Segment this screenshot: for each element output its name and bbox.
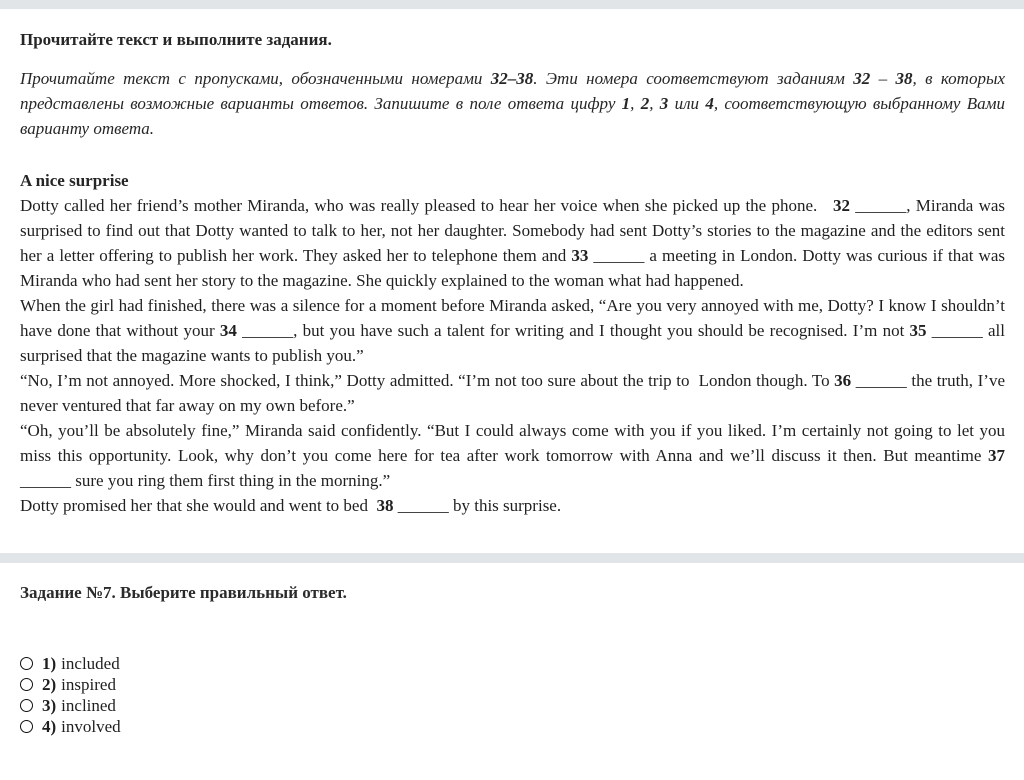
story-paragraph-2: When the girl had finished, there was a silence for a moment before Miranda asked, “Are you very annoyed with me, Dotty? I know I shouldn’t have done that without your 34 ______, but you have such a talent for writing and I thought you should be recognised. I’m not 35 ______ all surprised that the magazine wants to publish you.”: [20, 296, 1005, 365]
radio-button-2[interactable]: [20, 678, 33, 691]
story-paragraph-4: “Oh, you’ll be absolutely fine,” Miranda said confidently. “But I could always come with you if you liked. I’m certainly not going to let you miss this opportunity. Look, why don’t you come here for tea after work tomorrow with Anna and we’ll discuss it then. But meantime 37 ______ sure you ring them first thing in the morning.”: [20, 421, 1005, 490]
answer-option-3[interactable]: [20, 695, 1005, 716]
option-label: included: [61, 653, 120, 673]
option-label: inspired: [61, 674, 116, 694]
instructions-note: Прочитайте текст с пропусками, обозначенными номерами 32–38. Эти номера соответствуют заданиям 32 – 38, в которых представлены возможные варианты ответов. Запишите в поле ответа цифру 1, 2, 3 или 4, соответствующую выбранному Вами варианту ответа.: [20, 69, 1006, 138]
reading-section: [0, 9, 1024, 518]
task-section: [20, 583, 1005, 737]
option-number: 2): [42, 674, 57, 694]
answer-option-4[interactable]: [20, 716, 1005, 737]
option-number: 3): [42, 695, 57, 715]
story-block: [20, 168, 1005, 518]
top-border-bar: [0, 0, 1024, 9]
story-title: A nice surprise: [20, 171, 129, 190]
answer-option-1[interactable]: [20, 653, 1005, 674]
option-label: inclined: [61, 695, 116, 715]
answer-options: [20, 653, 1005, 737]
instructions-title: Прочитайте текст и выполните задания.: [20, 30, 332, 49]
answer-option-2[interactable]: [20, 674, 1005, 695]
task-title: Задание №7. Выберите правильный ответ.: [20, 583, 347, 602]
radio-button-3[interactable]: [20, 699, 33, 712]
story-paragraph-3: “No, I’m not annoyed. More shocked, I think,” Dotty admitted. “I’m not too sure about the trip to London though. To 36 ______ the truth, I’ve never ventured that far away on my own before.”: [20, 371, 1006, 415]
radio-button-1[interactable]: [20, 657, 33, 670]
option-number: 4): [42, 716, 57, 736]
story-paragraph-1: Dotty called her friend’s mother Miranda, who was really pleased to hear her voice when she picked up the phone. 32 ______, Miranda was surprised to find out that Dotty wanted to talk to her, not her daughter. Somebody had sent Dotty’s stories to the magazine and the editors sent her a letter offering to publish her work. They asked her to telephone them and 33 ______ a meeting in London. Dotty was curious if that was Miranda who had sent her story to the magazine. She quickly explained to the woman what had happened.: [20, 196, 1006, 290]
section-divider: [0, 553, 1024, 563]
option-label: involved: [61, 716, 121, 736]
story-paragraph-5: Dotty promised her that she would and went to bed 38 ______ by this surprise.: [20, 496, 562, 515]
option-number: 1): [42, 653, 57, 673]
radio-button-4[interactable]: [20, 720, 33, 733]
